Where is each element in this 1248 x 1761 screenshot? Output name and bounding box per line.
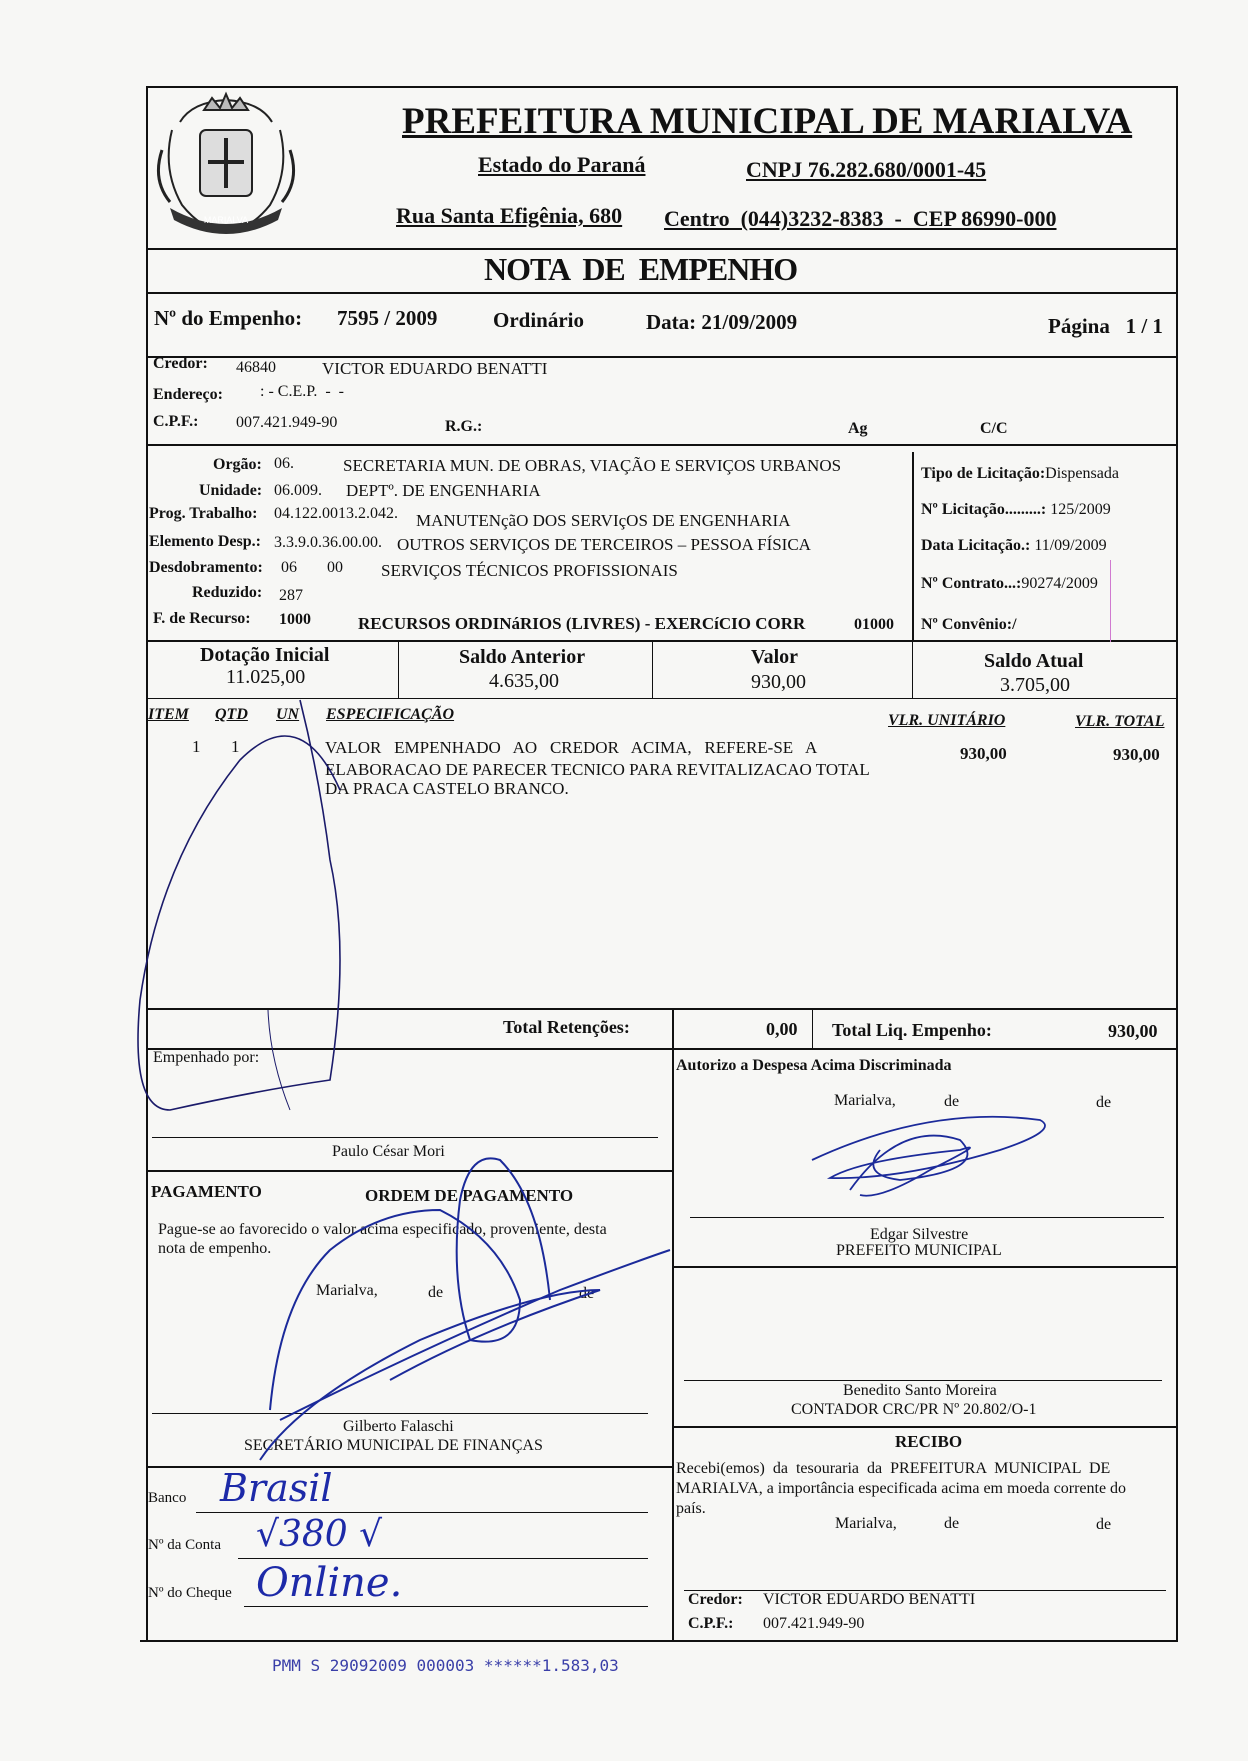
elemento-desp-label: Elemento Desp.: bbox=[149, 533, 261, 550]
prefeito-name: Edgar Silvestre bbox=[870, 1226, 969, 1243]
seal-text: MARIALVA bbox=[203, 215, 249, 225]
header-title: PREFEITURA MUNICIPAL DE MARIALVA bbox=[402, 101, 1133, 142]
empenhado-por-name: Paulo César Mori bbox=[332, 1143, 445, 1160]
saldo-anterior-value: 4.635,00 bbox=[489, 670, 559, 692]
licitacao-data bbox=[921, 537, 1107, 555]
pagamento-de-2: de bbox=[579, 1285, 595, 1302]
recurso-description: RECURSOS ORDINáRIOS (LIVRES) - EXERCíCIO CORR bbox=[358, 614, 806, 633]
unidade-description: DEPTº. DE ENGENHARIA bbox=[346, 481, 541, 500]
agency-label: Ag bbox=[848, 420, 868, 437]
licitacao-data-value: 11/09/2009 bbox=[1034, 537, 1107, 554]
item-spec-line-3: DA PRACA CASTELO BRANCO. bbox=[325, 779, 569, 798]
header-district-phone-cep: Centro (044)3232-8383 - CEP 86990-000 bbox=[664, 206, 1057, 231]
recurso-code-2: 01000 bbox=[854, 616, 894, 633]
item-unit-value: 930,00 bbox=[960, 744, 1007, 763]
recibo-text-line-3: país. bbox=[676, 1500, 706, 1517]
address-value: : - C.E.P. - - bbox=[260, 383, 344, 400]
total-liq-value: 930,00 bbox=[1108, 1021, 1158, 1041]
total-retencoes-label: Total Retenções: bbox=[503, 1017, 630, 1037]
recibo-text-line-2: MARIALVA, a importância especificada acima em moeda corrente do bbox=[676, 1480, 1127, 1497]
dotacao-inicial-value: 11.025,00 bbox=[226, 666, 306, 688]
item-total-value: 930,00 bbox=[1113, 745, 1160, 764]
unidade-label: Unidade: bbox=[199, 482, 263, 499]
col-header-qtd: QTD bbox=[215, 706, 248, 723]
contador-name: Benedito Santo Moreira bbox=[843, 1382, 997, 1399]
autorizo-de-1: de bbox=[944, 1093, 960, 1110]
desdobramento-description: SERVIÇOS TÉCNICOS PROFISSIONAIS bbox=[381, 561, 678, 580]
elemento-desp-description: OUTROS SERVIÇOS DE TERCEIROS – PESSOA FÍSICA bbox=[397, 535, 811, 554]
rg-label: R.G.: bbox=[445, 418, 483, 435]
item-number: 1 bbox=[192, 737, 201, 756]
prog-trabalho-code: 04.122.0013.2.042. bbox=[274, 505, 398, 522]
licitacao-tipo bbox=[921, 465, 1119, 483]
prog-trabalho-description: MANUTENçãO DOS SERVIçOS DE ENGENHARIA bbox=[416, 511, 791, 530]
reduzido-label: Reduzido: bbox=[192, 584, 263, 601]
recibo-credor-label: Credor: bbox=[688, 1591, 743, 1608]
unidade-code: 06.009. bbox=[274, 482, 322, 499]
col-header-un: UN bbox=[276, 706, 300, 723]
recibo-text-line-1: Recebi(emos) da tesouraria da PREFEITURA MUNICIPAL DE bbox=[676, 1460, 1111, 1477]
cpf-label: C.P.F.: bbox=[153, 413, 199, 430]
pagamento-city: Marialva, bbox=[316, 1282, 378, 1299]
total-liq-label: Total Liq. Empenho: bbox=[832, 1020, 992, 1040]
empenho-number: 7595 / 2009 bbox=[337, 306, 438, 330]
recibo-title: RECIBO bbox=[895, 1432, 963, 1451]
prog-trabalho-label: Prog. Trabalho: bbox=[149, 505, 258, 522]
conta-handwritten: √380 √ bbox=[256, 1514, 383, 1555]
header-state: Estado do Paraná bbox=[478, 152, 646, 177]
orgao-label: Orgão: bbox=[213, 456, 262, 473]
elemento-desp-code: 3.3.9.0.36.00.00. bbox=[274, 534, 382, 551]
valor-value: 930,00 bbox=[751, 671, 806, 693]
empenho-date: Data: 21/09/2009 bbox=[646, 310, 798, 334]
recurso-code: 1000 bbox=[279, 611, 311, 628]
recibo-cpf-label: C.P.F.: bbox=[688, 1615, 734, 1632]
reduzido-value: 287 bbox=[279, 587, 303, 604]
contrato-label: Nº Contrato...: bbox=[921, 575, 1022, 592]
desdobramento-code-2: 00 bbox=[327, 559, 343, 576]
pagamento-label: PAGAMENTO bbox=[151, 1182, 262, 1201]
secretario-name: Gilberto Falaschi bbox=[343, 1418, 454, 1435]
address-label: Endereço: bbox=[153, 386, 223, 403]
licitacao-data-label: Data Licitação.: bbox=[921, 537, 1031, 554]
header-cnpj: CNPJ 76.282.680/0001-45 bbox=[746, 157, 987, 182]
account-label: C/C bbox=[980, 420, 1008, 437]
dotacao-inicial-label: Dotação Inicial bbox=[200, 644, 330, 666]
col-header-item: ITEM bbox=[148, 706, 189, 723]
pagamento-text-line-1: Pague-se ao favorecido o valor acima especificado, proveniente, desta bbox=[158, 1221, 607, 1238]
saldo-atual-value: 3.705,00 bbox=[1000, 674, 1070, 696]
bank-authentication-stamp: PMM S 29092009 000003 ******1.583,03 bbox=[272, 1656, 619, 1675]
banco-label: Banco bbox=[148, 1490, 187, 1506]
cheque-handwritten: Online. bbox=[256, 1560, 403, 1606]
credor-name: VICTOR EDUARDO BENATTI bbox=[322, 359, 548, 378]
credor-label: Credor: bbox=[153, 355, 208, 372]
banco-handwritten: Brasil bbox=[220, 1466, 333, 1510]
empenho-page: Página 1 / 1 bbox=[1048, 314, 1163, 338]
empenho-type: Ordinário bbox=[493, 308, 585, 332]
item-qtd: 1 bbox=[231, 737, 240, 756]
credor-code: 46840 bbox=[236, 359, 276, 376]
contrato-value: 90274/2009 bbox=[1021, 575, 1098, 592]
autorizo-city: Marialva, bbox=[834, 1092, 896, 1109]
secretario-title: SECRETÁRIO MUNICIPAL DE FINANÇAS bbox=[244, 1437, 543, 1454]
licitacao-numero bbox=[921, 501, 1111, 519]
valor-label: Valor bbox=[751, 646, 799, 668]
orgao-code: 06. bbox=[274, 455, 294, 472]
conta-label: Nº da Conta bbox=[148, 1537, 221, 1553]
municipal-coat-of-arms bbox=[152, 90, 300, 240]
licitacao-numero-label: Nº Licitação.........: bbox=[921, 501, 1047, 518]
item-spec-line-2: ELABORACAO DE PARECER TECNICO PARA REVITALIZACAO TOTAL bbox=[325, 760, 870, 779]
pagamento-de-1: de bbox=[428, 1284, 444, 1301]
desdobramento-code-1: 06 bbox=[281, 559, 297, 576]
licitacao-tipo-label: Tipo de Licitação: bbox=[921, 465, 1046, 482]
orgao-description: SECRETARIA MUN. DE OBRAS, VIAÇÃO E SERVIÇOS URBANOS bbox=[343, 456, 842, 475]
col-header-especificacao: ESPECIFICAÇÃO bbox=[326, 706, 455, 723]
desdobramento-label: Desdobramento: bbox=[149, 559, 263, 576]
recibo-city: Marialva, bbox=[835, 1515, 897, 1532]
saldo-anterior-label: Saldo Anterior bbox=[459, 646, 586, 668]
recurso-label: F. de Recurso: bbox=[153, 610, 251, 627]
licitacao-numero-value: 125/2009 bbox=[1050, 501, 1111, 518]
empenhado-por-label: Empenhado por: bbox=[153, 1049, 260, 1066]
saldo-atual-label: Saldo Atual bbox=[984, 650, 1084, 672]
prefeito-title: PREFEITO MUNICIPAL bbox=[836, 1242, 1002, 1259]
col-header-vlr-total: VLR. TOTAL bbox=[1075, 713, 1165, 730]
item-spec-line-1: VALOR EMPENHADO AO CREDOR ACIMA, REFERE-SE A bbox=[325, 738, 818, 757]
autorizo-label: Autorizo a Despesa Acima Discriminada bbox=[676, 1057, 952, 1074]
cheque-label: Nº do Cheque bbox=[148, 1585, 232, 1601]
total-retencoes-value: 0,00 bbox=[766, 1019, 798, 1039]
convenio-label: Nº Convênio:/ bbox=[921, 616, 1017, 633]
ordem-pagamento-label: ORDEM DE PAGAMENTO bbox=[365, 1186, 574, 1205]
pagamento-text-line-2: nota de empenho. bbox=[158, 1240, 272, 1257]
document-title: NOTA DE EMPENHO bbox=[484, 251, 798, 287]
recibo-cpf-value: 007.421.949-90 bbox=[763, 1615, 865, 1632]
col-header-vlr-unitario: VLR. UNITÁRIO bbox=[888, 712, 1006, 729]
cpf-value: 007.421.949-90 bbox=[236, 414, 338, 431]
contrato bbox=[921, 575, 1098, 593]
contador-title: CONTADOR CRC/PR Nº 20.802/O-1 bbox=[791, 1401, 1037, 1418]
header-street: Rua Santa Efigênia, 680 bbox=[396, 203, 623, 228]
autorizo-de-2: de bbox=[1096, 1094, 1112, 1111]
recibo-de-1: de bbox=[944, 1515, 960, 1532]
recibo-credor-name: VICTOR EDUARDO BENATTI bbox=[763, 1591, 976, 1608]
recibo-de-2: de bbox=[1096, 1516, 1112, 1533]
licitacao-tipo-value: Dispensada bbox=[1045, 465, 1119, 482]
empenho-number-label: Nº do Empenho: bbox=[154, 306, 303, 330]
